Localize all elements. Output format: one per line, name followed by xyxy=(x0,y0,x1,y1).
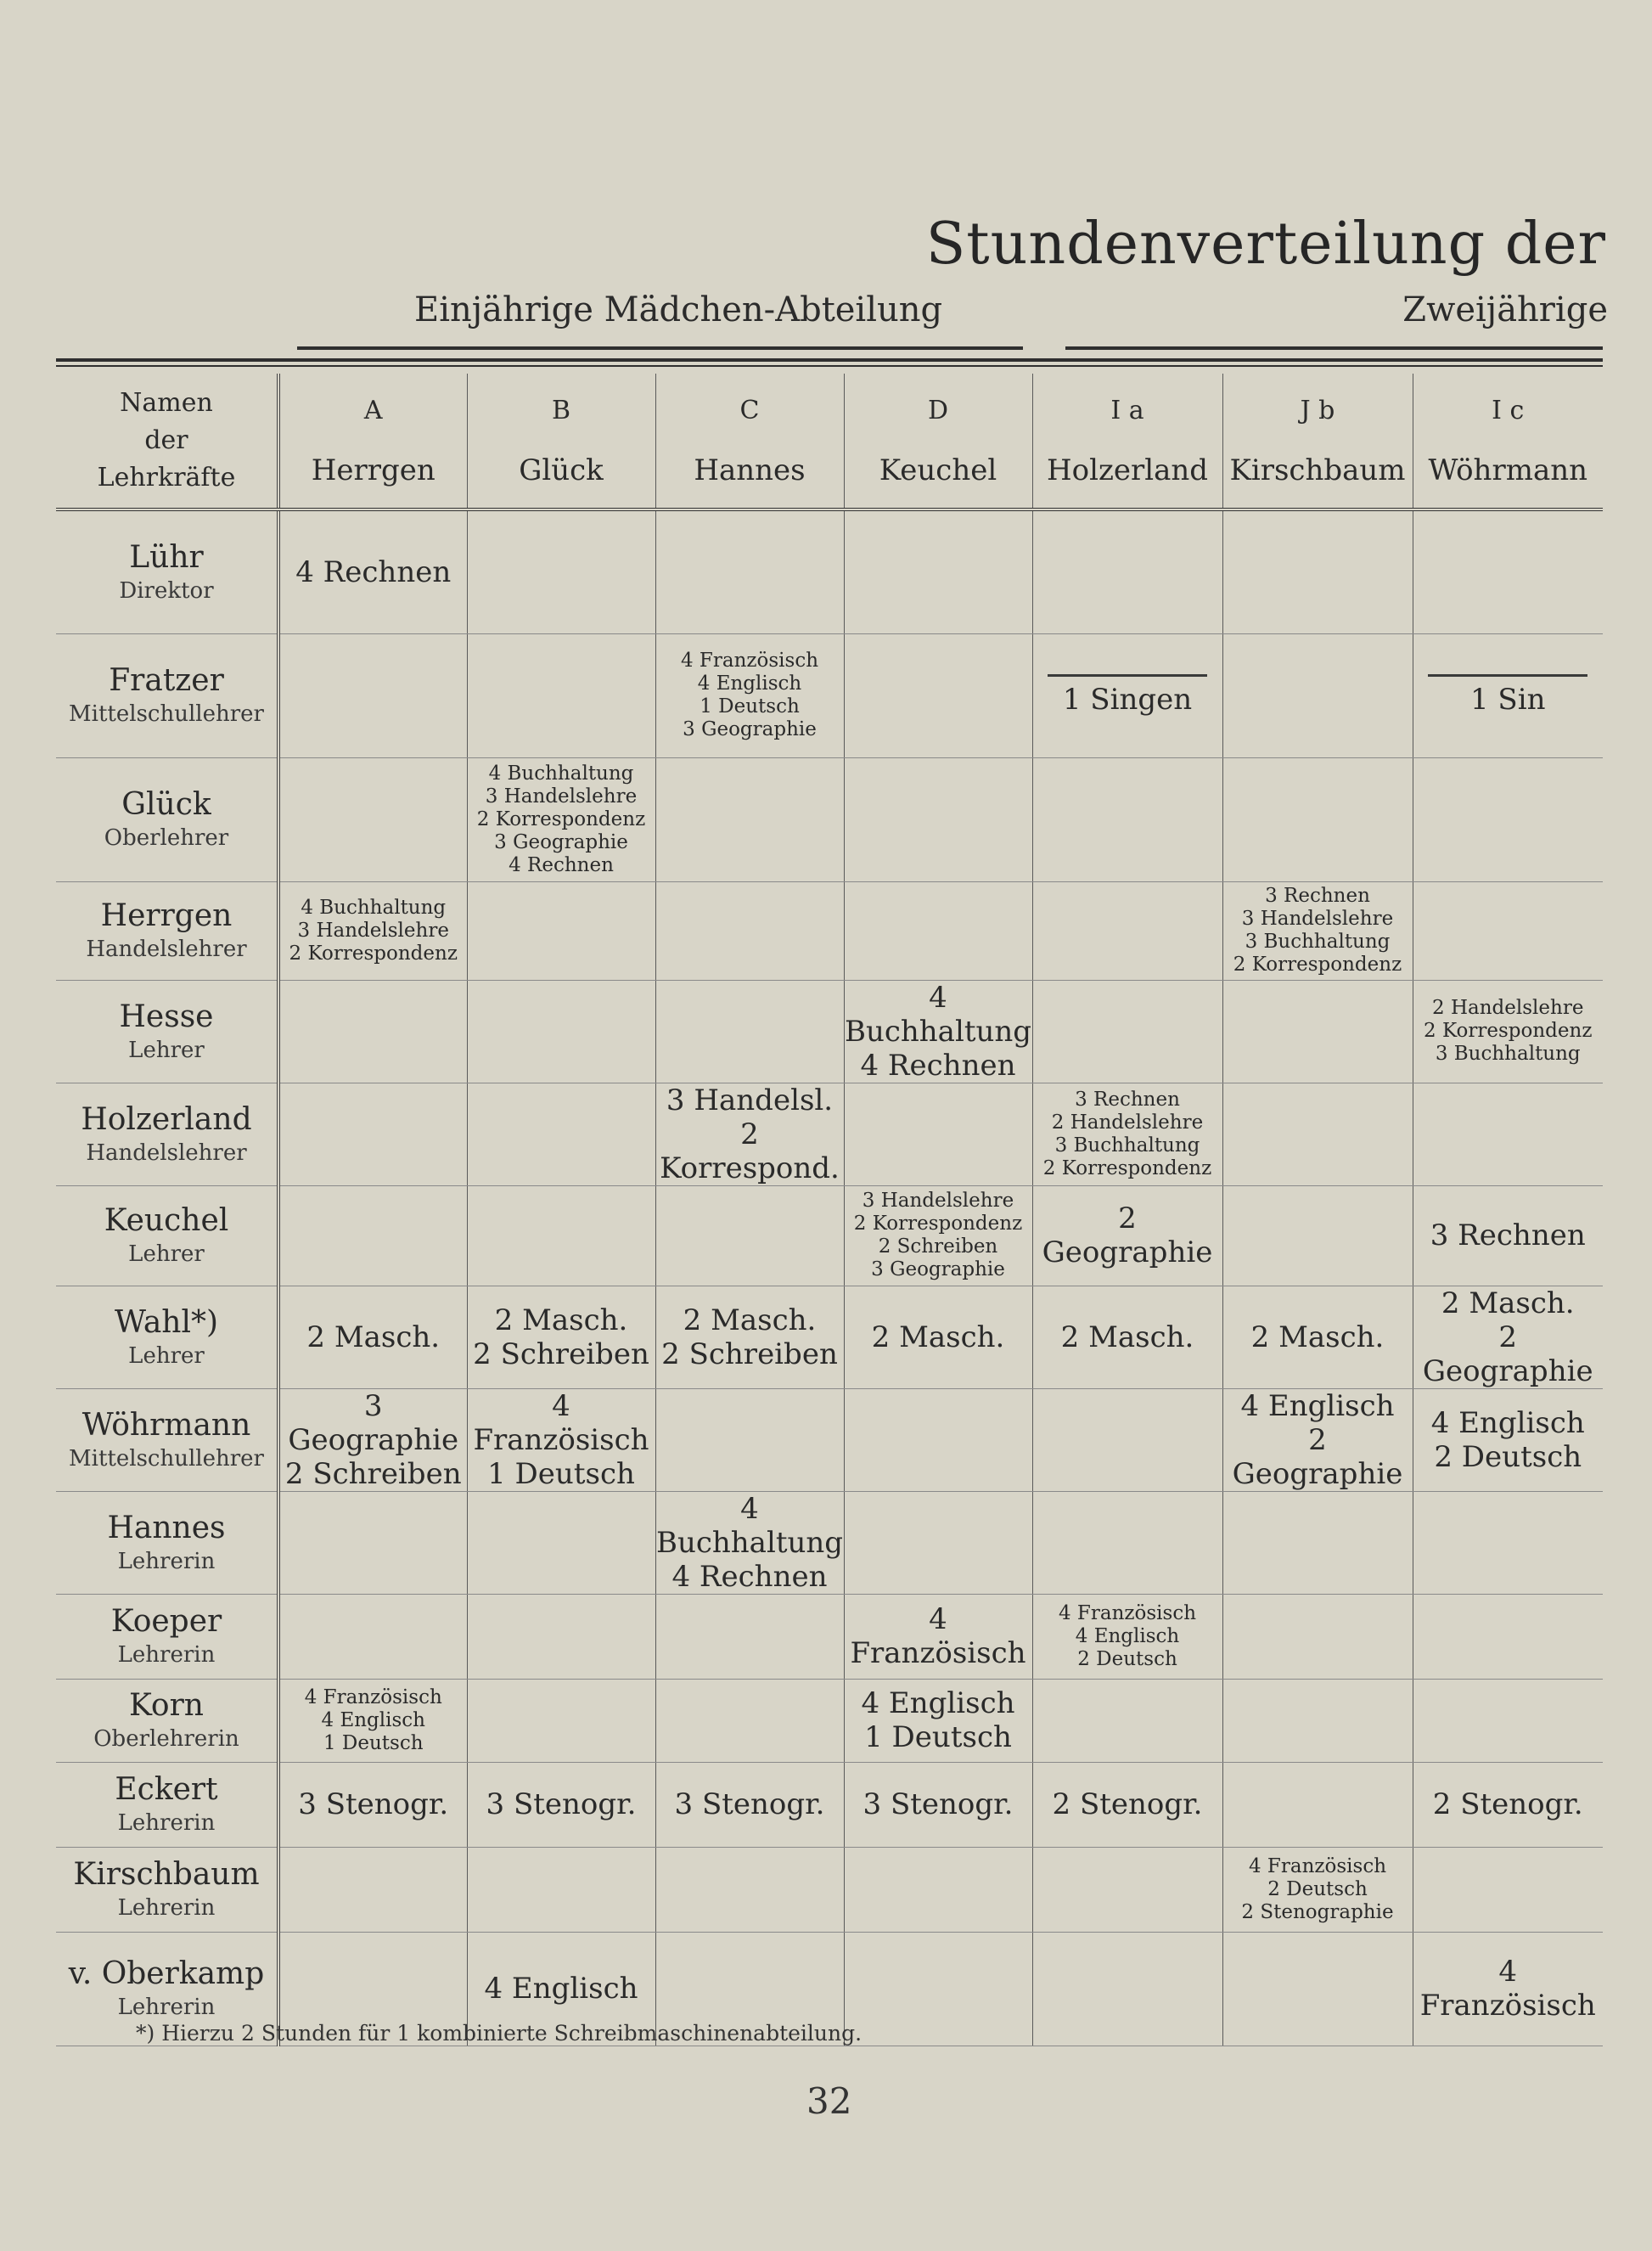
subject-entry: 1 Deutsch xyxy=(323,1731,424,1754)
class-code: B xyxy=(551,396,571,425)
schedule-cell xyxy=(1222,1286,1413,1388)
section-label-right: Zweijährige xyxy=(1402,290,1608,329)
subject-entry: 4 Englisch xyxy=(1240,1388,1395,1423)
schedule-cell xyxy=(1413,1679,1603,1762)
class-teacher: Herrgen xyxy=(311,453,435,487)
schedule-cell xyxy=(278,1185,467,1286)
schedule-cell xyxy=(278,1594,467,1679)
schedule-cell xyxy=(1413,633,1603,757)
names-header xyxy=(56,374,278,509)
subject-entry: 2 Korrespondenz xyxy=(289,942,458,965)
schedule-cell xyxy=(844,509,1032,633)
subject-entry: 3 Handelslehre xyxy=(485,785,638,808)
top-rule xyxy=(56,358,1603,362)
table-row xyxy=(56,1388,1603,1491)
subject-entry: 2 Deutsch xyxy=(1267,1877,1368,1900)
schedule-cell xyxy=(278,881,467,980)
subject-entry: 2 Masch. xyxy=(1441,1286,1575,1320)
schedule-cell xyxy=(844,757,1032,881)
schedule-cell xyxy=(1413,757,1603,881)
schedule-cell xyxy=(655,509,844,633)
teacher-role: Oberlehrerin xyxy=(93,1726,239,1752)
subject-entry: 4 Buchhaltung xyxy=(655,1491,844,1560)
subject-entry: 2 Korrespondenz xyxy=(476,808,646,830)
subject-entry: 3 Handelsl. xyxy=(666,1083,834,1117)
class-code: I a xyxy=(1110,396,1144,425)
subject-entry: 3 Geographie xyxy=(871,1258,1005,1280)
schedule-cell xyxy=(1032,980,1222,1083)
schedule-cell xyxy=(1222,1847,1413,1932)
teacher-cell xyxy=(56,1185,278,1286)
schedule-cell xyxy=(467,1388,655,1491)
schedule-table xyxy=(56,374,1603,2046)
teacher-cell xyxy=(56,980,278,1083)
subject-entry: 2 Korrespondenz xyxy=(1424,1020,1593,1042)
table-row xyxy=(56,881,1603,980)
schedule-cell xyxy=(1222,1388,1413,1491)
schedule-cell xyxy=(1032,1847,1222,1932)
schedule-cell xyxy=(1032,509,1222,633)
subject-entry: 4 Französisch xyxy=(304,1685,442,1708)
class-teacher: Hannes xyxy=(694,453,806,487)
schedule-cell xyxy=(1032,633,1222,757)
schedule-cell xyxy=(655,1388,844,1491)
teacher-role: Oberlehrer xyxy=(104,825,229,851)
schedule-cell xyxy=(655,1847,844,1932)
schedule-cell xyxy=(844,1847,1032,1932)
subject-entry: 3 Rechnen xyxy=(1075,1088,1180,1111)
subject-entry: 2 Masch. xyxy=(1250,1320,1385,1354)
subject-entry: 3 Stenogr. xyxy=(863,1787,1014,1821)
schedule-cell xyxy=(1222,757,1413,881)
table-row xyxy=(56,1286,1603,1388)
class-header xyxy=(1413,374,1603,509)
teacher-name: Eckert xyxy=(115,1772,218,1807)
table-row xyxy=(56,980,1603,1083)
teacher-role: Mittelschullehrer xyxy=(69,1445,264,1472)
schedule-cell xyxy=(1032,881,1222,980)
teacher-name: Lühr xyxy=(129,539,204,575)
teacher-name: Holzerland xyxy=(81,1101,252,1137)
subject-entry: 4 Englisch xyxy=(861,1686,1015,1720)
teacher-role: Direktor xyxy=(119,577,214,604)
schedule-cell xyxy=(655,881,844,980)
subject-entry: 3 Geographie xyxy=(288,1388,459,1457)
table-row xyxy=(56,509,1603,633)
schedule-cell xyxy=(467,509,655,633)
subject-entry: 2 Korrespondenz xyxy=(853,1213,1023,1235)
subject-entry: 3 Handelslehre xyxy=(297,919,449,942)
subject-entry: 4 Buchhaltung xyxy=(301,896,447,919)
teacher-cell xyxy=(56,1286,278,1388)
teacher-name: Koeper xyxy=(110,1604,222,1639)
schedule-cell xyxy=(467,1491,655,1594)
table-row xyxy=(56,1083,1603,1185)
schedule-cell xyxy=(655,1491,844,1594)
schedule-cell xyxy=(467,1847,655,1932)
schedule-cell xyxy=(655,1594,844,1679)
schedule-cell xyxy=(1032,1286,1222,1388)
teacher-name: Herrgen xyxy=(100,898,233,933)
schedule-cell xyxy=(1413,1491,1603,1594)
teacher-name: Fratzer xyxy=(109,663,224,698)
table-row xyxy=(56,1491,1603,1594)
schedule-cell xyxy=(278,1847,467,1932)
schedule-cell xyxy=(655,757,844,881)
class-header xyxy=(467,374,655,509)
teacher-name: Hannes xyxy=(107,1510,226,1545)
schedule-cell xyxy=(844,1932,1032,2046)
schedule-cell xyxy=(1222,881,1413,980)
schedule-cell xyxy=(1222,509,1413,633)
subject-entry: 3 Rechnen xyxy=(1265,885,1370,907)
class-header xyxy=(1222,374,1413,509)
schedule-cell xyxy=(278,1762,467,1847)
subject-entry: 4 Französisch xyxy=(1058,1601,1197,1624)
subject-entry: 3 Handelslehre xyxy=(862,1190,1014,1212)
subject-entry: 4 Französisch xyxy=(850,1602,1026,1670)
schedule-cell xyxy=(1413,509,1603,633)
schedule-cell xyxy=(844,633,1032,757)
schedule-cell xyxy=(655,633,844,757)
subject-entry: 4 Französisch xyxy=(1419,1955,1596,2023)
teacher-cell xyxy=(56,509,278,633)
subject-entry: 2 Masch. xyxy=(683,1303,817,1337)
teacher-cell xyxy=(56,1388,278,1491)
schedule-cell xyxy=(844,881,1032,980)
teacher-name: Korn xyxy=(129,1688,204,1723)
subject-entry: 3 Handelslehre xyxy=(1241,908,1394,930)
teacher-cell xyxy=(56,1847,278,1932)
class-teacher: Keuchel xyxy=(879,453,997,487)
table-row xyxy=(56,633,1603,757)
subject-entry: 3 Rechnen xyxy=(1430,1218,1586,1252)
subject-entry: 2 Deutsch xyxy=(1434,1439,1582,1474)
subject-entry: 4 Rechnen xyxy=(860,1048,1016,1083)
teacher-name: Wahl*) xyxy=(114,1304,219,1340)
schedule-cell xyxy=(655,1286,844,1388)
subject-entry: 3 Stenogr. xyxy=(674,1787,825,1821)
teacher-name: Wöhrmann xyxy=(81,1407,251,1443)
schedule-cell xyxy=(1413,1286,1603,1388)
schedule-cell xyxy=(1413,1932,1603,2046)
subject-entry: 4 Buchhaltung xyxy=(844,980,1032,1049)
schedule-cell xyxy=(844,1388,1032,1491)
schedule-cell xyxy=(278,1388,467,1491)
subject-entry: 2 Handelslehre xyxy=(1051,1111,1204,1134)
subject-entry: 4 Englisch xyxy=(1430,1405,1585,1440)
schedule-cell xyxy=(467,1286,655,1388)
class-teacher: Glück xyxy=(519,453,604,487)
schedule-cell xyxy=(1413,1388,1603,1491)
subject-entry: 3 Geographie xyxy=(494,830,628,853)
schedule-cell xyxy=(1413,1594,1603,1679)
schedule-cell xyxy=(844,1491,1032,1594)
schedule-cell xyxy=(1413,980,1603,1083)
subject-entry: 1 Deutsch xyxy=(487,1456,635,1491)
table-row xyxy=(56,1594,1603,1679)
class-code: J b xyxy=(1300,396,1335,425)
subject-entry: 2 Stenogr. xyxy=(1052,1787,1203,1821)
schedule-cell xyxy=(467,757,655,881)
schedule-cell xyxy=(1413,1185,1603,1286)
subject-entry: 2 Schreiben xyxy=(473,1337,649,1371)
subject-entry: 3 Stenogr. xyxy=(486,1787,637,1821)
class-header xyxy=(1032,374,1222,509)
header-row xyxy=(56,374,1603,509)
subject-entry: 3 Buchhaltung xyxy=(1245,931,1391,953)
schedule-cell xyxy=(1032,1679,1222,1762)
teacher-role: Lehrerin xyxy=(117,1810,216,1836)
teacher-role: Lehrerin xyxy=(117,1548,216,1574)
teacher-role: Mittelschullehrer xyxy=(69,701,264,727)
teacher-role: Lehrerin xyxy=(117,1642,216,1668)
schedule-cell xyxy=(1222,1185,1413,1286)
schedule-cell xyxy=(1032,1083,1222,1185)
subject-entry: 2 Korrespondenz xyxy=(1042,1156,1212,1179)
names-header-line: Lehrkräfte xyxy=(97,463,236,492)
schedule-cell xyxy=(1222,1491,1413,1594)
subject-entry: 2 Handelslehre xyxy=(1432,997,1584,1019)
teacher-cell xyxy=(56,881,278,980)
subject-entry: 2 Geographie xyxy=(1042,1201,1213,1269)
teacher-role: Lehrerin xyxy=(117,1995,216,2020)
page-number: 32 xyxy=(806,2080,852,2122)
schedule-cell xyxy=(278,1083,467,1185)
table-row xyxy=(56,757,1603,881)
schedule-cell xyxy=(1032,1762,1222,1847)
names-header-line: der xyxy=(144,425,188,455)
subject-entry: 4 Englisch xyxy=(484,1972,638,2006)
schedule-cell xyxy=(844,1762,1032,1847)
subject-entry: 4 Rechnen xyxy=(295,554,452,589)
class-code: C xyxy=(739,396,760,425)
schedule-cell xyxy=(467,1762,655,1847)
table-row xyxy=(56,1762,1603,1847)
schedule-cell xyxy=(1413,1762,1603,1847)
schedule-cell xyxy=(844,1594,1032,1679)
teacher-name: Glück xyxy=(121,787,211,822)
schedule-cell xyxy=(655,1762,844,1847)
subject-entry: 4 Französisch xyxy=(473,1388,649,1457)
teacher-name: Keuchel xyxy=(104,1203,229,1238)
schedule-cell xyxy=(1413,1847,1603,1932)
schedule-cell xyxy=(1032,1491,1222,1594)
subject-entry: 3 Buchhaltung xyxy=(1054,1134,1200,1156)
subject-entry: 2 Schreiben xyxy=(878,1235,998,1258)
subject-entry: 2 Korrespond. xyxy=(660,1117,840,1185)
subject-entry: 1 Deutsch xyxy=(700,695,800,718)
schedule-cell xyxy=(1222,633,1413,757)
subject-entry: 2 Masch. xyxy=(871,1320,1005,1354)
section-rule-left xyxy=(297,346,1023,350)
schedule-cell xyxy=(1032,1594,1222,1679)
teacher-name: v. Oberkamp xyxy=(68,1956,265,1991)
page-title: Stundenverteilung der xyxy=(925,211,1606,278)
teacher-name: Hesse xyxy=(119,999,214,1034)
schedule-cell xyxy=(655,1185,844,1286)
subject-entry: 2 Schreiben xyxy=(284,1456,462,1491)
subject-entry: 1 Sin xyxy=(1413,674,1604,717)
schedule-cell xyxy=(467,633,655,757)
schedule-cell xyxy=(1413,1083,1603,1185)
subject-entry: 2 Stenographie xyxy=(1241,1900,1394,1923)
schedule-cell xyxy=(278,633,467,757)
schedule-cell xyxy=(1222,1594,1413,1679)
subject-entry: 4 Französisch xyxy=(1248,1854,1387,1877)
footnote: *) Hierzu 2 Stunden für 1 kombinierte Schreibmaschinenabteilung. xyxy=(136,2021,863,2046)
subject-entry: 2 Schreiben xyxy=(661,1337,838,1371)
section-label-left: Einjährige Mädchen-Abteilung xyxy=(414,290,943,329)
subject-entry: 2 Stenogr. xyxy=(1432,1787,1583,1821)
schedule-cell xyxy=(467,980,655,1083)
schedule-cell xyxy=(1222,1932,1413,2046)
table-row xyxy=(56,1679,1603,1762)
schedule-cell xyxy=(844,1286,1032,1388)
section-rule-right xyxy=(1065,346,1603,350)
subject-entry: 4 Rechnen xyxy=(671,1559,828,1594)
table-body xyxy=(56,509,1603,2046)
class-header xyxy=(655,374,844,509)
subject-entry: 3 Buchhaltung xyxy=(1435,1043,1581,1065)
schedule-cell xyxy=(1032,1388,1222,1491)
subject-entry: 4 Englisch xyxy=(697,672,802,695)
subject-entry: 2 Masch. xyxy=(306,1320,441,1354)
teacher-role: Handelslehrer xyxy=(86,1140,247,1166)
table-row xyxy=(56,1185,1603,1286)
subject-entry: 2 Masch. xyxy=(494,1303,628,1337)
class-code: D xyxy=(927,396,949,425)
schedule-cell xyxy=(844,980,1032,1083)
teacher-name: Kirschbaum xyxy=(73,1857,260,1892)
teacher-role: Lehrerin xyxy=(117,1895,216,1921)
subject-entry: 2 Deutsch xyxy=(1077,1647,1177,1670)
schedule-cell xyxy=(1032,1185,1222,1286)
schedule-cell xyxy=(1032,757,1222,881)
schedule-cell xyxy=(1222,1762,1413,1847)
schedule-cell xyxy=(844,1083,1032,1185)
schedule-cell xyxy=(467,881,655,980)
teacher-cell xyxy=(56,1491,278,1594)
class-teacher: Holzerland xyxy=(1046,453,1209,487)
subject-entry: 4 Englisch xyxy=(321,1708,425,1731)
teacher-role: Lehrer xyxy=(128,1342,205,1369)
subject-entry: 2 Geographie xyxy=(1422,1320,1593,1388)
teacher-cell xyxy=(56,1762,278,1847)
class-teacher: Wöhrmann xyxy=(1428,453,1588,487)
schedule-cell xyxy=(655,1679,844,1762)
teacher-role: Lehrer xyxy=(128,1241,205,1267)
subject-entry: 2 Geographie xyxy=(1232,1422,1403,1491)
schedule-cell xyxy=(278,1491,467,1594)
subject-entry: 4 Rechnen xyxy=(509,853,614,876)
subject-entry: 2 Masch. xyxy=(1060,1320,1194,1354)
class-header xyxy=(278,374,467,509)
schedule-cell xyxy=(467,1594,655,1679)
schedule-cell xyxy=(278,980,467,1083)
teacher-cell xyxy=(56,1594,278,1679)
schedule-cell xyxy=(278,1286,467,1388)
schedule-cell xyxy=(844,1679,1032,1762)
subject-entry: 1 Deutsch xyxy=(864,1720,1012,1754)
schedule-cell xyxy=(467,1679,655,1762)
teacher-cell xyxy=(56,1679,278,1762)
teacher-cell xyxy=(56,1083,278,1185)
subject-entry: 2 Korrespondenz xyxy=(1233,954,1402,976)
schedule-cell xyxy=(655,980,844,1083)
schedule-cell xyxy=(1413,881,1603,980)
schedule-cell xyxy=(1032,1932,1222,2046)
subject-entry: 4 Buchhaltung xyxy=(488,762,634,785)
class-teacher: Kirschbaum xyxy=(1229,453,1406,487)
schedule-cell xyxy=(467,1185,655,1286)
class-header xyxy=(844,374,1032,509)
schedule-cell xyxy=(278,757,467,881)
schedule-cell xyxy=(1222,1679,1413,1762)
table-row xyxy=(56,1847,1603,1932)
schedule-cell xyxy=(1222,980,1413,1083)
subject-entry: 3 Geographie xyxy=(683,718,817,740)
schedule-cell xyxy=(278,1679,467,1762)
top-rule-thin xyxy=(56,365,1603,367)
subject-entry: 1 Singen xyxy=(1033,674,1222,717)
subject-entry: 4 Englisch xyxy=(1075,1624,1180,1647)
schedule-cell xyxy=(467,1083,655,1185)
names-header-line: Namen xyxy=(120,388,213,418)
teacher-cell xyxy=(56,633,278,757)
subject-entry: 3 Stenogr. xyxy=(298,1787,449,1821)
teacher-role: Lehrer xyxy=(128,1037,205,1063)
schedule-cell xyxy=(278,509,467,633)
class-code: A xyxy=(363,396,383,425)
subject-entry: 4 Französisch xyxy=(680,650,819,672)
class-code: I c xyxy=(1492,396,1525,425)
teacher-role: Handelslehrer xyxy=(86,937,247,962)
schedule-cell xyxy=(844,1185,1032,1286)
schedule-cell xyxy=(1222,1083,1413,1185)
teacher-cell xyxy=(56,757,278,881)
schedule-cell xyxy=(655,1083,844,1185)
